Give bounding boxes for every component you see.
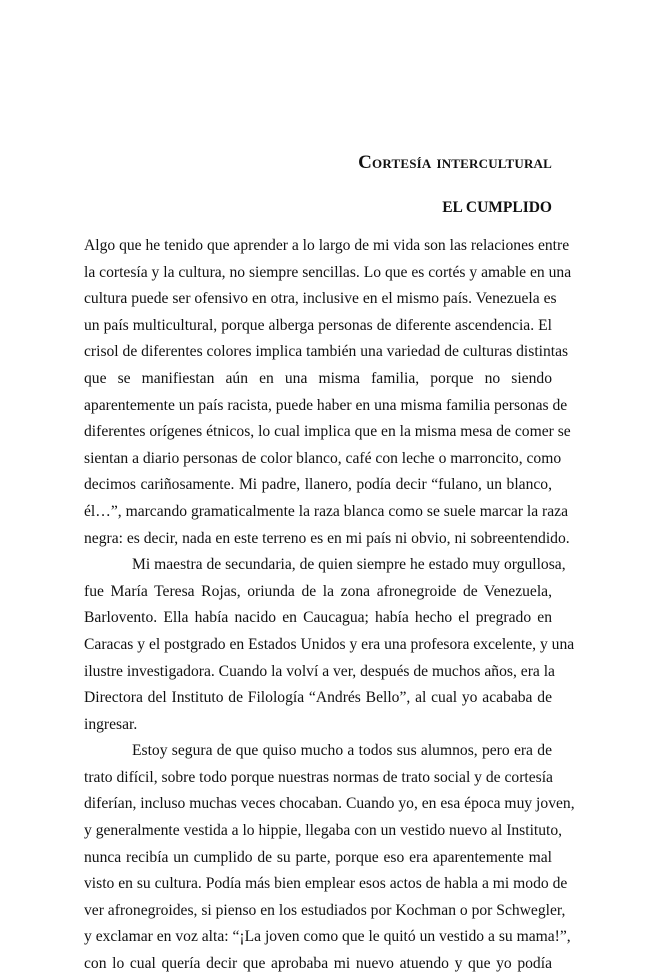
text-line: aparentemente un país racista, puede haber en una misma familia personas de [84, 396, 568, 414]
text-line: con lo cual quería decir que aprobaba mi nuevo atuendo y que yo podía [84, 955, 552, 973]
text-line: que se manifiestan aún en una misma familia, porque no siendo [84, 369, 552, 387]
text-line: Mi maestra de secundaria, de quien siempre he estado muy orgullosa, [132, 556, 566, 574]
text-line: Barlovento. Ella había nacido en Caucagua; había hecho el pregrado en [84, 609, 552, 627]
section-title: EL CUMPLIDO [442, 199, 552, 216]
text-line: Algo que he tenido que aprender a lo largo de mi vida son las relaciones entre [84, 237, 570, 254]
text-line: Estoy segura de que quiso mucho a todos sus alumnos, pero era de [132, 742, 552, 760]
text-line: él…”, marcando gramaticalmente la raza blanca como se suele marcar la raza [84, 502, 568, 520]
paragraph [84, 233, 572, 552]
text-line: la cortesía y la cultura, no siempre sencillas. Lo que es cortés y amable en una [84, 263, 572, 281]
paragraph [84, 738, 575, 977]
text-line: Caracas y el postgrado en Estados Unidos y era una profesora excelente, y una [84, 635, 575, 653]
text-line: nunca recibía un cumplido de su parte, porque eso era aparentemente mal [84, 848, 552, 866]
text-line: y exclamar en voz alta: “¡La joven como que le quitó un vestido a su mama!”, [84, 928, 571, 946]
text-line: trato difícil, sobre todo porque nuestras normas de trato social y de cortesía [84, 768, 553, 786]
text-line: y generalmente vestida a lo hippie, llegaba con un vestido nuevo al Instituto, [84, 822, 563, 840]
paragraph [84, 552, 575, 738]
text-line: fue María Teresa Rojas, oriunda de la zona afronegroide de Venezuela, [84, 582, 552, 600]
text-line: sientan a diario personas de color blanco, café con leche o marroncito, como [84, 449, 562, 467]
text-line: cultura puede ser ofensivo en otra, inclusive en el mismo país. Venezuela es [84, 290, 557, 308]
text-line: un país multicultural, porque alberga personas de diferente ascendencia. El [84, 316, 552, 334]
text-line: negra: es decir, nada en este terreno es en mi país ni obvio, ni sobreentendido. [84, 529, 570, 547]
text-line: diferían, incluso muchas veces chocaban. Cuando yo, en esa época muy joven, [84, 795, 575, 813]
text-line: ilustre investigadora. Cuando la volví a ver, después de muchos años, era la [84, 662, 555, 680]
chapter-title: Cortesía intercultural [358, 152, 552, 173]
text-line: decimos cariñosamente. Mi padre, llanero, podía decir “fulano, un blanco, [84, 476, 552, 494]
text-line: crisol de diferentes colores implica también una variedad de culturas distintas [84, 343, 569, 361]
text-line: ver afronegroides, si pienso en los estudiados por Kochman o por Schwegler, [84, 901, 566, 919]
text-line: visto en su cultura. Podía más bien emplear esos actos de habla a mi modo de [84, 875, 568, 893]
text-line: diferentes orígenes étnicos, lo cual implica que en la misma mesa de comer se [84, 423, 571, 441]
body-text [84, 233, 575, 978]
text-line: ingresar. [84, 715, 138, 733]
text-line: Directora del Instituto de Filología “Andrés Bello”, al cual yo acababa de [84, 689, 552, 707]
